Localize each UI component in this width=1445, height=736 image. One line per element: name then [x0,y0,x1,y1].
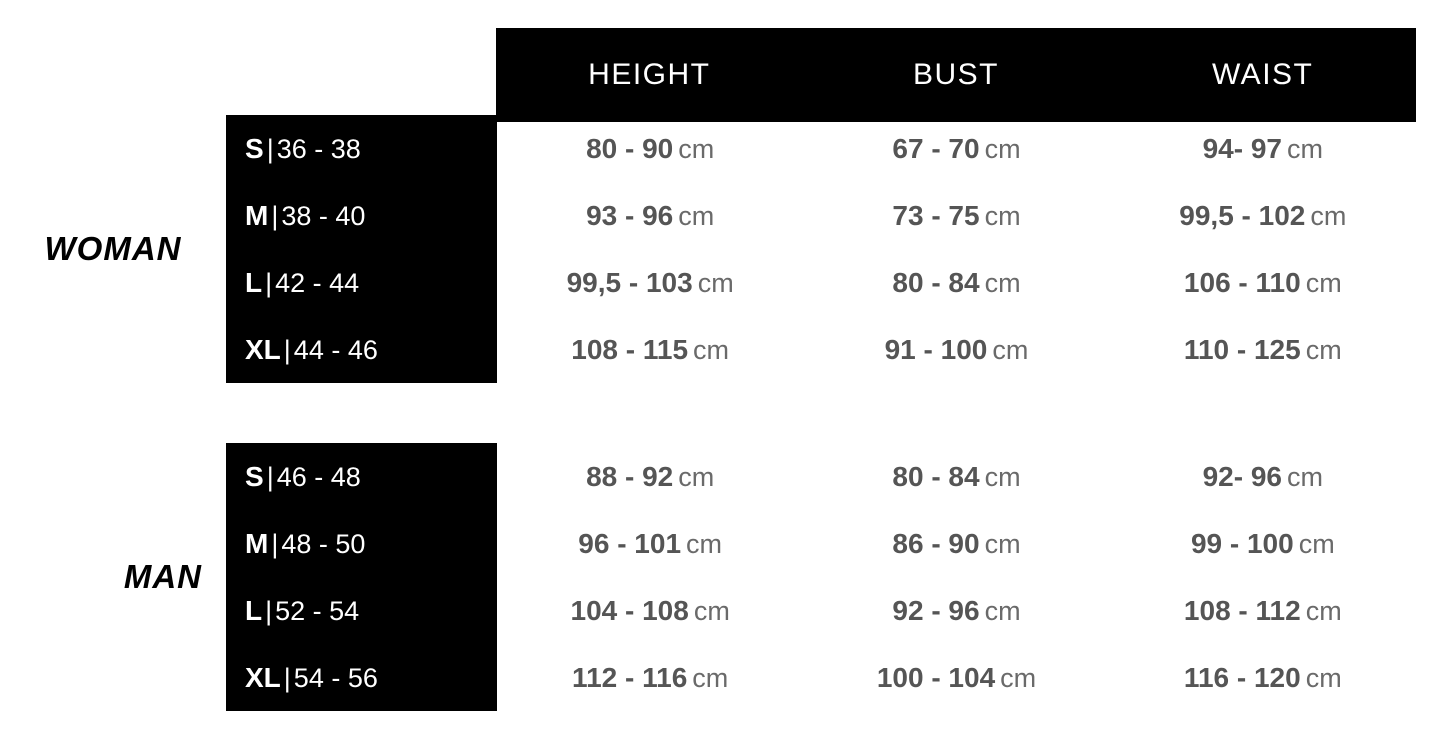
cell-bust [803,133,1109,165]
unit-label: cm [1305,595,1342,626]
waist-value: 110 - 125 [1183,333,1301,365]
bust-value: 91 - 100 [884,333,988,365]
column-header-height: HEIGHT [588,58,711,91]
size-range: 44 - 46 [293,334,378,365]
cell-size [226,200,497,232]
height-value: 96 - 101 [578,527,682,559]
size-separator: | [271,200,279,231]
size-range: 46 - 48 [276,461,361,492]
cell-size [226,267,497,299]
unit-label: cm [1000,662,1037,693]
unit-label: cm [1305,334,1342,365]
height-value: 104 - 108 [570,594,689,626]
cell-height [497,200,803,232]
table-header [496,28,1416,122]
cell-size [226,595,497,627]
unit-label: cm [1298,528,1335,559]
cell-size [226,133,497,165]
height-value: 99,5 - 103 [566,266,693,298]
unit-label: cm [984,528,1021,559]
cell-bust [803,200,1109,232]
waist-value: 99,5 - 102 [1179,199,1306,231]
table-row [226,115,1416,182]
unit-label: cm [984,133,1021,164]
cell-bust [803,662,1109,694]
size-label: M [245,527,269,559]
height-value: 88 - 92 [586,460,674,492]
waist-value: 92- 96 [1202,460,1283,492]
size-separator: | [271,528,279,559]
cell-waist [1110,267,1416,299]
group-label-man: MAN [123,558,202,595]
unit-label: cm [1305,267,1342,298]
unit-label: cm [1287,461,1324,492]
size-range: 36 - 38 [276,133,361,164]
column-header-waist: WAIST [1211,58,1314,91]
bust-value: 80 - 84 [892,460,980,492]
unit-label: cm [693,334,730,365]
waist-value: 106 - 110 [1183,266,1301,298]
unit-label: cm [992,334,1029,365]
cell-height [497,461,803,493]
size-label: S [245,460,264,492]
cell-bust [803,461,1109,493]
unit-label: cm [693,595,730,626]
cell-waist [1110,528,1416,560]
size-separator: | [265,595,273,626]
cell-height [497,528,803,560]
waist-value: 108 - 112 [1183,594,1301,626]
size-label: M [245,199,269,231]
size-label: L [245,594,263,626]
size-separator: | [265,267,273,298]
unit-label: cm [678,133,715,164]
table-row [226,510,1416,577]
cell-height [497,334,803,366]
unit-label: cm [692,662,729,693]
cell-waist [1110,334,1416,366]
height-value: 80 - 90 [586,132,674,164]
waist-value: 99 - 100 [1190,527,1294,559]
bust-value: 80 - 84 [892,266,980,298]
unit-label: cm [984,461,1021,492]
unit-label: cm [678,200,715,231]
unit-label: cm [1305,662,1342,693]
height-value: 108 - 115 [571,333,689,365]
bust-value: 100 - 104 [876,661,996,693]
bust-value: 73 - 75 [892,199,980,231]
table-row [226,577,1416,644]
cell-bust [803,334,1109,366]
cell-waist [1110,595,1416,627]
bust-value: 67 - 70 [892,132,980,164]
cell-bust [803,595,1109,627]
cell-height [497,133,803,165]
size-label: XL [245,333,281,365]
table-row [226,249,1416,316]
cell-bust [803,528,1109,560]
unit-label: cm [678,461,715,492]
size-range: 54 - 56 [293,662,378,693]
size-label: L [245,266,263,298]
rows-man [226,443,1416,711]
cell-waist [1110,133,1416,165]
cell-waist [1110,662,1416,694]
size-range: 52 - 54 [275,595,360,626]
cell-waist [1110,461,1416,493]
group-woman [0,115,1445,383]
unit-label: cm [984,595,1021,626]
cell-size [226,334,497,366]
group-man [0,443,1445,711]
size-separator: | [266,461,274,492]
size-range: 42 - 44 [275,267,360,298]
size-label: XL [245,661,281,693]
size-separator: | [283,334,291,365]
unit-label: cm [686,528,723,559]
unit-label: cm [984,200,1021,231]
table-row [226,443,1416,510]
size-range: 38 - 40 [281,200,366,231]
table-row [226,182,1416,249]
bust-value: 92 - 96 [892,594,980,626]
size-separator: | [266,133,274,164]
rows-woman [226,115,1416,383]
group-label-woman: WOMAN [44,230,182,267]
table-row [226,316,1416,383]
size-label: S [245,132,264,164]
height-value: 112 - 116 [572,661,688,693]
cell-bust [803,267,1109,299]
cell-size [226,662,497,694]
size-range: 48 - 50 [281,528,366,559]
waist-value: 94- 97 [1202,132,1283,164]
cell-size [226,461,497,493]
cell-height [497,267,803,299]
bust-value: 86 - 90 [892,527,980,559]
unit-label: cm [1287,133,1324,164]
unit-label: cm [984,267,1021,298]
cell-height [497,662,803,694]
waist-value: 116 - 120 [1183,661,1301,693]
height-value: 93 - 96 [586,199,674,231]
unit-label: cm [697,267,734,298]
cell-size [226,528,497,560]
size-separator: | [283,662,291,693]
cell-height [497,595,803,627]
cell-waist [1110,200,1416,232]
column-header-bust: BUST [913,58,1000,91]
table-row [226,644,1416,711]
unit-label: cm [1310,200,1347,231]
